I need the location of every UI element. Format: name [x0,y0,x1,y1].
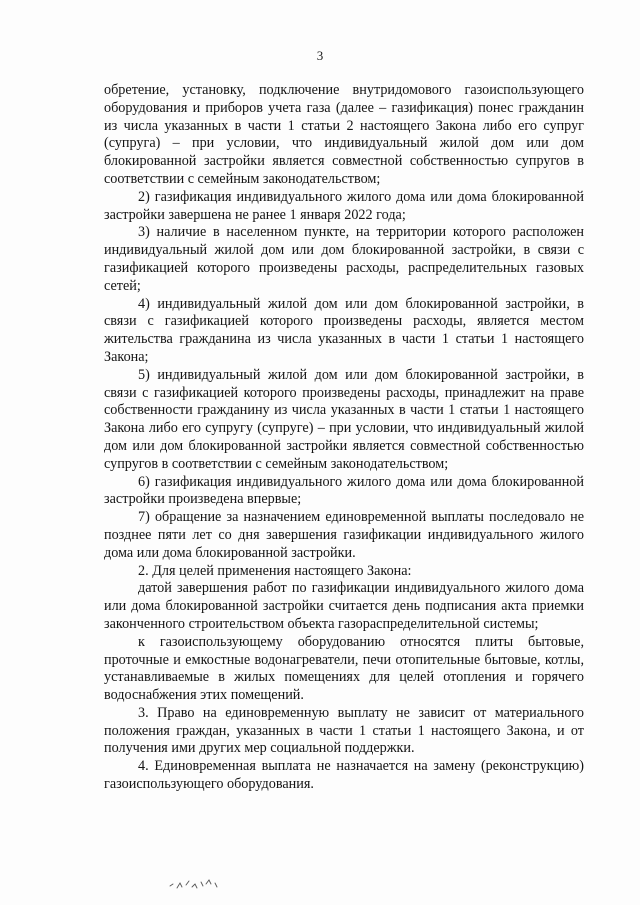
paragraph: к газоиспользующему оборудованию относятся плиты бытовые, проточные и емкостные водонагреватели, печи отопительные бытовые, котлы, устанавливаемые в жилых помещениях для целей отопления и горячего водоснабжения этих помещений. [104,633,584,704]
paragraph: 3. Право на единовременную выплату не зависит от материального положения граждан, указанных в части 1 статьи 1 настоящего Закона, и от получения ими других мер социальной поддержки. [104,704,584,757]
page-number: 3 [316,48,324,63]
paragraph: датой завершения работ по газификации индивидуального жилого дома или дома блокированной застройки считается день подписания акта приемки законченного строительством объекта газораспределительной системы; [104,580,584,632]
paragraph: 4. Единовременная выплата не назначается на замену (реконструкцию) газоиспользующего оборудования. [104,758,584,793]
paragraph: 4) индивидуальный жилой дом или дом блокированной застройки, в связи с газификацией которого произведены расходы, является местом жительства гражданина из числа указанных в части 1 статьи 1 настоящего Закона; [104,295,584,365]
paragraph: 6) газификация индивидуального жилого дома или дома блокированной застройки произведена впервые; [104,473,584,508]
paragraph: 2. Для целей применения настоящего Закона: [138,562,412,579]
paragraph: обретение, установку, подключение внутридомового газоиспользующего оборудования и приборов учета газа (далее – газификация) понес гражданин из числа указанных в части 1 статьи 2 настоящего Закона либо его супруг (супруга) – при условии, что индивидуальный жилой дом или дом блокированной застройки является совместной собственностью супругов в соответствии с семейным законодательством; [104,82,584,187]
paragraph: 3) наличие в населенном пункте, на территории которого расположен индивидуальный жилой дом или дом блокированной застройки, в связи с газификацией которого произведены расходы, распределительных газовых сетей; [104,224,584,294]
paragraph: 7) обращение за назначением единовременной выплаты последовало не позднее пяти лет со дня завершения газификации индивидуального жилого дома или дома блокированной застройки. [104,509,584,561]
document-body [104,82,584,794]
scan-mark [168,872,228,894]
paragraph: 5) индивидуальный жилой дом или дом блокированной застройки, в связи с газификацией которого произведены расходы, принадлежит на праве собственности гражданину из числа указанных в части 1 статьи 1 настоящего Закона либо его супругу (супруге) – при условии, что индивидуальный жилой дом или дом блокированной застройки является совместной собственностью супругов в соответствии с семейным законодательством; [104,366,584,472]
paragraph: 2) газификация индивидуального жилого дома или дома блокированной застройки завершена не ранее 1 января 2022 года; [104,188,584,223]
